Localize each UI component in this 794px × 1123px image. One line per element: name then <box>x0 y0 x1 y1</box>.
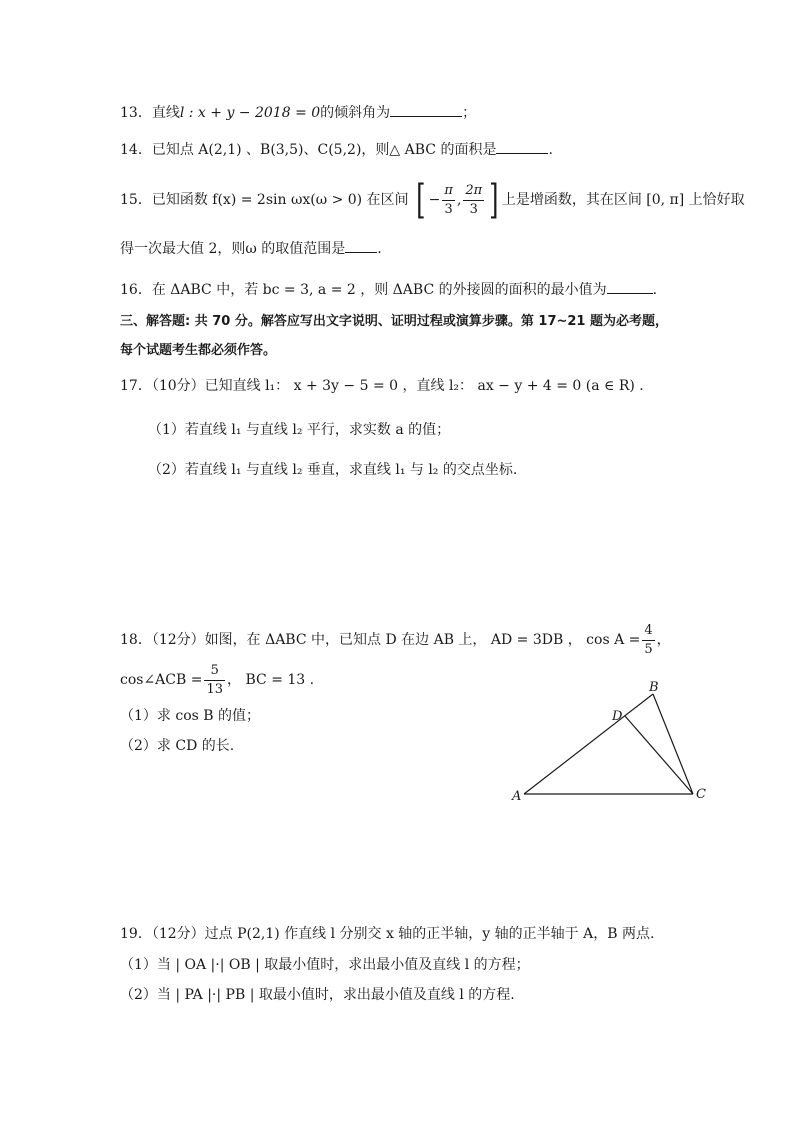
question-17: 17．（10分）已知直线 l₁： x + 3y − 5 = 0 ，直线 l₂： ax − y + 4 = 0 (a ∈ R) . <box>120 378 644 394</box>
answer-blank <box>345 238 377 253</box>
question-16: 16．在 ΔABC 中，若 bc = 3, a = 2 ，则 ΔABC 的外接圆的面积的最小值为 . <box>120 279 657 300</box>
label-d: D <box>612 709 623 724</box>
question-19-part2: （2）当 | PA |·| PB | 取最小值时，求出最小值及直线 l 的方程. <box>120 987 515 1003</box>
section-heading: 三、解答题: 共 70 分。解答应写出文字说明、证明过程或演算步骤。第 17~21 题为必考题， <box>120 314 668 329</box>
triangle-figure <box>500 675 725 805</box>
section-heading-line2: 每个试题考生都必须作答。 <box>120 343 277 358</box>
question-18-part2: （2）求 CD 的长. <box>120 738 235 754</box>
segment-bc <box>653 694 693 794</box>
question-14: 14．已知点 A(2,1) 、B(3,5)、C(5,2)，则△ ABC 的面积是 . <box>120 139 553 160</box>
fraction-lower-bound: $\frac{\pi}{3}$ <box>444 182 453 217</box>
question-15-line2: 得一次最大值 2，则ω 的取值范围是 . <box>120 238 382 259</box>
question-18-part1: （1）求 cos B 的值； <box>120 708 260 724</box>
segment-cd <box>625 716 693 794</box>
answer-blank <box>607 279 653 294</box>
right-bracket: ] <box>489 177 499 223</box>
question-15: 15．已知函数 f(x) = 2sin ωx(ω > 0) 在区间 [ − $\frac{\pi}{3}$ , $\frac{2\pi}{3}$ ] 上是增函数，其在区间 [0, π] 上恰好取 <box>120 177 745 223</box>
question-17-part2: （2）若直线 l₁ 与直线 l₂ 垂直，求直线 l₁ 与 l₂ 的交点坐标. <box>148 462 518 478</box>
label-b: B <box>649 680 659 695</box>
question-13: 13．直线l : x + y − 2018 = 0的倾斜角为 ； <box>120 102 476 123</box>
question-19-part1: （1）当 | OA |·| OB | 取最小值时，求出最小值及直线 l 的方程； <box>120 957 530 973</box>
fraction-upper-bound: $\frac{2\pi}{3}$ <box>465 182 483 217</box>
fraction-cos-acb: $\frac{5}{13}$ <box>206 662 224 697</box>
fraction-cos-a: $\frac{4}{5}$ <box>644 622 653 657</box>
question-17-part1: （1）若直线 l₁ 与直线 l₂ 平行，求实数 a 的值； <box>148 422 451 438</box>
segment-ab <box>524 694 653 794</box>
answer-blank <box>496 139 548 154</box>
label-a: A <box>512 789 522 804</box>
answer-blank <box>390 102 462 117</box>
question-18-line2: cos∠ACB = $\frac{5}{13}$ ， BC = 13 . <box>120 662 315 697</box>
question-18: 18．（12分）如图，在 ΔABC 中，已知点 D 在边 AB 上， AD = 3DB ， cos A = $\frac{4}{5}$ ， <box>120 622 671 657</box>
question-19: 19．（12分）过点 P(2,1) 作直线 l 分别交 x 轴的正半轴，y 轴的正半轴于 A，B 两点. <box>120 926 655 942</box>
label-c: C <box>696 787 706 802</box>
left-bracket: [ <box>416 177 426 223</box>
